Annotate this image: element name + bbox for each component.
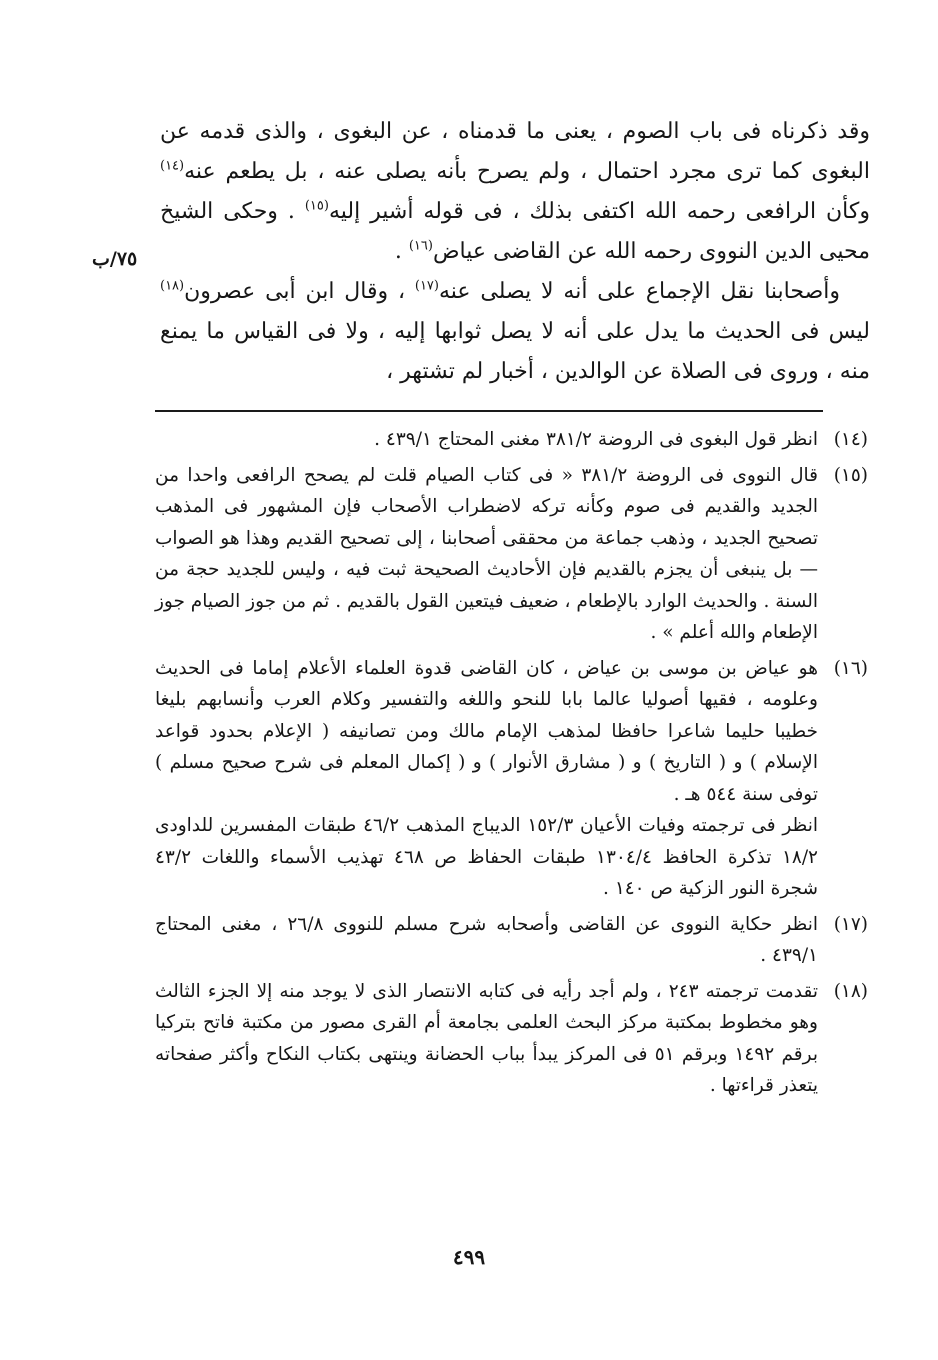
footnote: [155, 976, 868, 1102]
footnote-text: [155, 424, 818, 456]
footnote-reference[interactable]: (١٦): [408, 238, 433, 254]
footnote-paragraph: انظر فى ترجمته وفيات الأعيان ١٥٢/٣ الديباج المذهب ٤٦/٢ طبقات المفسرين للداودى ١٨/٢ تذكرة الحافظ ١٣٠٤/٤ طبقات الحفاظ ص ٤٦٨ تهذيب الأسماء واللغات ٤٣/٢ شجرة النور الزكية ص ١٤٠ .: [155, 815, 818, 899]
main-text-segment: وكأن الرافعى رحمه الله اكتفى بذلك ، فى قوله أشير إليه: [328, 199, 870, 224]
main-paragraph: [160, 112, 870, 272]
footnote-number: (١٨): [833, 980, 868, 1002]
footnote: [155, 460, 868, 649]
main-text-segment: .: [394, 239, 409, 264]
footnote-paragraph: هو عياض بن موسى بن عياض ، كان القاضى قدوة العلماء الأعلام إماما فى الحديث وعلومه ، فقيها أصوليا عالما بابا للنحو واللغه والتفسير وكلام العرب وأنسابهم بليغا خطيبا حليما شاعرا حافظا لمذهب الإمام مالك ومن تصانيفه ( الإعلام بحدود قواعد الإسلام ) و ( التاريخ ) و ( مشارق الأنوار ) و ( إكمال المعلم فى شرح صحيح مسلم ) توفى سنة ٥٤٤ هـ .: [155, 657, 818, 805]
footnote-paragraph: انظر حكاية النووى عن القاضى وأصحابه شرح مسلم للنووى ٢٦/٨ ، مغنى المحتاج ٤٣٩/١ .: [155, 913, 818, 966]
page-number: ٤٩٩: [452, 1245, 486, 1269]
main-text-segment: وأصحابنا نقل الإجماع على أنه لا يصلى عنه: [439, 279, 840, 304]
footnote-text: [155, 909, 818, 972]
footnote-number: (١٥): [833, 464, 868, 486]
footnote: [155, 653, 868, 905]
main-text-segment: . وحكى الشيخ محيى الدين النووى رحمه الله عن القاضى عياض: [160, 199, 870, 264]
main-paragraph: [160, 272, 870, 392]
footnote-reference[interactable]: (١٥): [304, 198, 329, 214]
footnote-reference[interactable]: (١٨): [160, 278, 185, 294]
footnotes: [155, 424, 868, 1106]
footnote-reference[interactable]: (١٧): [414, 278, 439, 294]
main-text-segment: وقد ذكرناه فى باب الصوم ، يعنى ما قدمناه ، عن البغوى ، والذى قدمه عن البغوى كما ترى مجرد احتمال ، ولم يصرح بأنه يصلى عنه ، بل يطعم عنه: [160, 119, 870, 184]
main-text: [160, 112, 870, 392]
footnote-text: [155, 976, 818, 1102]
footnote-text: [155, 653, 818, 905]
footnote-number: (١٤): [833, 429, 868, 450]
main-text-segment: ، وقال ابن أبى عصرون: [184, 279, 415, 304]
footnote-paragraph: تقدمت ترجمته ٢٤٣ ، ولم أجد رأيه فى كتابه الانتصار الذى لا يوجد منه إلا الجزء الثالث وهو مخطوط بمكتبة مركز البحث العلمى بجامعة أم القرى مصور من مكتبة فاتح بتركيا برقم ١٤٩٢ وبرقم ٥١ فى المركز يبدأ بباب الحضانة وينتهى بكتاب النكاح وأكثر صفحاته يتعذر قراءتها .: [155, 980, 818, 1096]
main-text-segment: ليس فى الحديث ما يدل على أنه لا يصل ثوابها إليه ، ولا فى القياس ما يمنع منه ، وروى فى الصلاة عن الوالدين ، أخبار لم تشتهر ،: [160, 319, 870, 384]
footnote-reference[interactable]: (١٤): [160, 158, 185, 174]
footnote-separator: [155, 410, 823, 412]
footnote-paragraph: قال النووى فى الروضة ٣٨١/٢ « فى كتاب الصيام قلت لم يصحح الرافعى واحدا من الجديد والقديم فى صوم وكأنه تركه لاضطراب الأصحاب فإن المشهور فى المذهب تصحيح الجديد ، وذهب جماعة من محققى أصحابنا ، إلى تصحيح القديم وهذا هو الصواب — بل ينبغى أن يجزم بالقديم فإن الأحاديث الصحيحة ثبت فيه ، وليس للجديد حجة من السنة . والحديث الوارد بالإطعام ، ضعيف فيتعين القول بالقديم . ثم من جوز الصيام جوز الإطعام والله أعلم » .: [155, 464, 818, 643]
manuscript-folio-marker: ٧٥/ب: [92, 248, 138, 270]
footnote-number: (١٧): [833, 913, 868, 935]
footnote: [155, 909, 868, 972]
footnote-number: (١٦): [833, 657, 868, 679]
footnote-text: [155, 460, 818, 649]
footnote-paragraph: انظر قول البغوى فى الروضة ٣٨١/٢ مغنى المحتاج ٤٣٩/١ .: [374, 429, 818, 450]
footnote: [155, 424, 868, 456]
